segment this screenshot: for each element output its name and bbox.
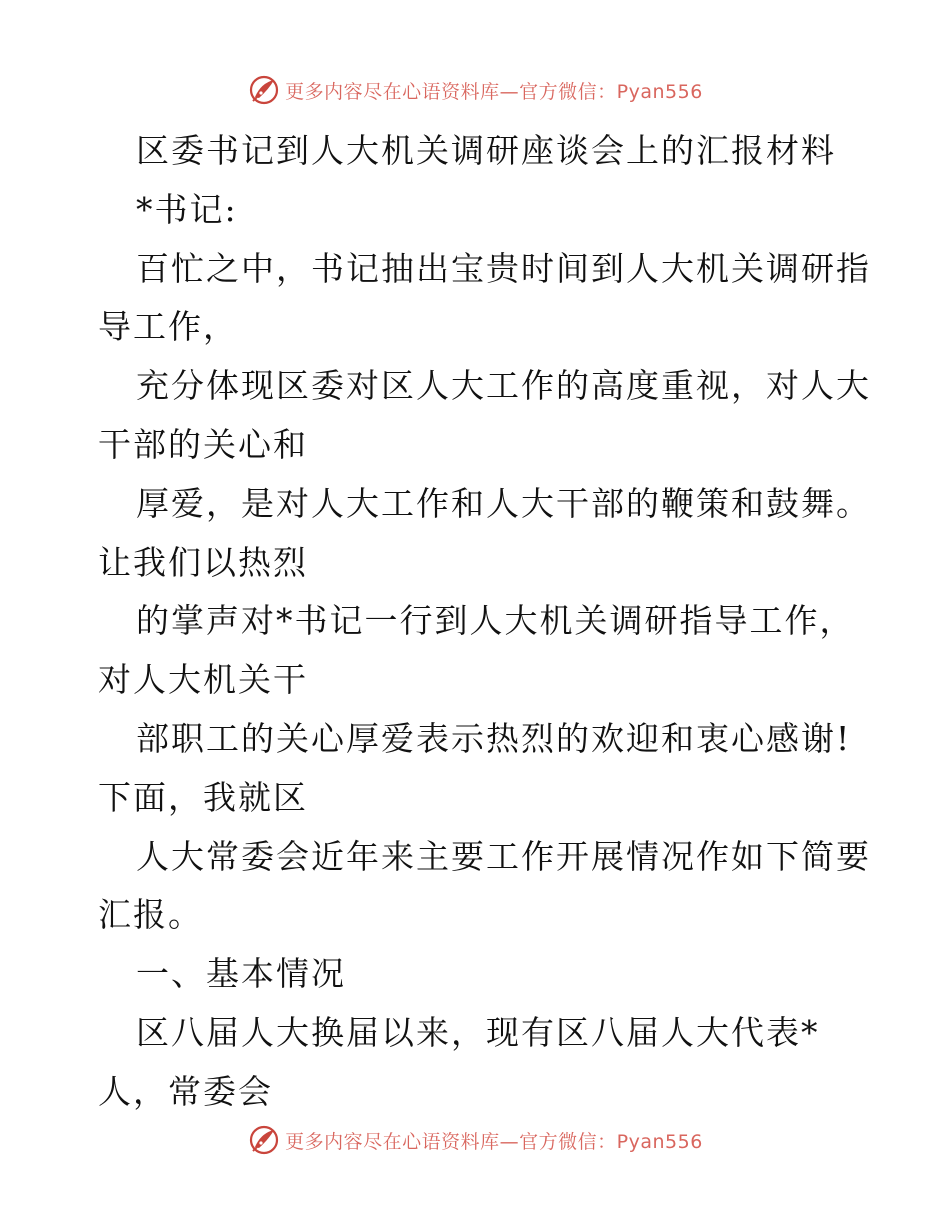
document-line: 下面，我就区 <box>98 777 308 817</box>
pen-logo-icon <box>247 73 281 107</box>
document-line: 让我们以热烈 <box>98 542 308 582</box>
document-line: 对人大机关干 <box>98 660 308 700</box>
document-line: 部职工的关心厚爱表示热烈的欢迎和衷心感谢! <box>136 718 852 758</box>
document-body <box>98 122 871 1122</box>
document-line: 人，常委会 <box>98 1071 273 1111</box>
document-line: 区委书记到人大机关调研座谈会上的汇报材料 <box>136 131 836 170</box>
banner-text: 更多内容尽在心语资料库—官方微信：Pyan556 <box>285 80 703 103</box>
pen-logo-icon <box>247 1123 281 1157</box>
document-line: 导工作， <box>98 307 238 347</box>
document-line: 人大常委会近年来主要工作开展情况作如下简要 <box>136 836 871 876</box>
document-line: *书记: <box>136 189 238 229</box>
document-line: 汇报。 <box>98 895 203 935</box>
footer-banner <box>0 1120 950 1160</box>
document-line: 充分体现区委对区人大工作的高度重视，对人大 <box>136 366 871 406</box>
banner-text: 更多内容尽在心语资料库—官方微信：Pyan556 <box>285 1130 703 1153</box>
header-banner <box>0 70 950 110</box>
document-line: 一、基本情况 <box>136 954 346 994</box>
document-line: 厚爱，是对人大工作和人大干部的鞭策和鼓舞。 <box>136 483 871 523</box>
document-line: 干部的关心和 <box>98 424 308 464</box>
document-line: 的掌声对*书记一行到人大机关调研指导工作， <box>136 601 855 641</box>
document-line: 百忙之中，书记抽出宝贵时间到人大机关调研指 <box>136 248 871 288</box>
document-line: 区八届人大换届以来，现有区八届人大代表* <box>136 1012 820 1052</box>
